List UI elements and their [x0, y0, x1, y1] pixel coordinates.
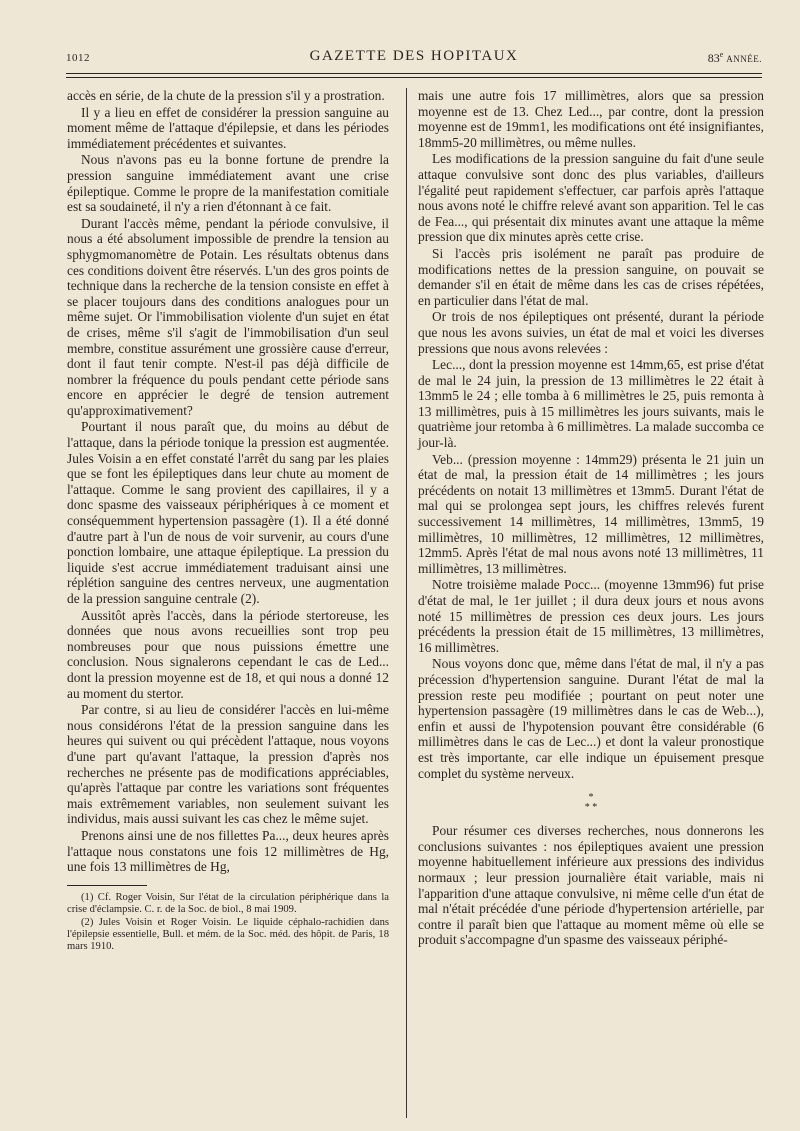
paragraph: Nous voyons donc que, même dans l'état de mal, il n'y a pas précession d'hypertension sanguine. Durant l'état de mal la pression reste peu modifiée ; pourtant on peut noter une hypertension passagère (19 millimètres dans le cas de Web...), enfin et aussi de l'hypotension pouvant être considérable (6 millimètres dans le cas de Lec...) et dont la valeur pronostique est très importante, car elle indique un épuisement presque complet du système nerveux. [418, 656, 764, 781]
paragraph: Par contre, si au lieu de considérer l'accès en lui-même nous considérons l'état de la pression sanguine dans les heures qui suivent ou qui précèdent l'attaque, nous voyons d'une part qu'avant l'attaque, la pression d'après nos recherches ne présente pas de modifications appréciables, qu'après l'attaque par contre les variations sont fréquentes mais extrêmement variables, non seulement suivant les individus, mais aussi suivant les cas chez le même sujet. [67, 702, 389, 827]
paragraph: Si l'accès pris isolément ne paraît pas produire de modifications nettes de la pression sanguine, on pouvait se demander s'il en était de même dans les cas de crises répétées, en particulier dans l'état de mal. [418, 245, 764, 308]
left-column [67, 88, 389, 954]
footnote-2: (2) Jules Voisin et Roger Voisin. Le liquide céphalo-rachidien dans l'épilepsie essentielle, Bull. et mém. de la Soc. méd. des hôpit. de Paris, 18 mars 1910. [67, 916, 389, 953]
header-rule-thin [66, 77, 762, 78]
paragraph: Durant l'accès même, pendant la période convulsive, il nous a été absolument impossible de prendre la tension au sphygmomanomètre de Potain. Les résultats obtenus dans ces conditions doivent être réservés. L'un des gros points de technique dans la recherche de la tension consiste en effet à se placer toujours dans des conditions analogues pour un même sujet. Or l'immobilisation violente d'un sujet en état de crises, même s'il s'agit de l'immobilisation d'un seul membre, constitue assurément une grossière cause d'erreur, dont il faut tenir compte. N'est-il pas déjà difficile de nombrer la fréquence du pouls pendant cette période sans encore en apprécier le degré de tension autrement qu'approximativement? [67, 215, 389, 418]
section-separator: * * * [584, 792, 598, 814]
footnote-1: (1) Cf. Roger Voisin, Sur l'état de la circulation périphérique dans la crise d'éclampsie. C. r. de la Soc. de biol., 8 mai 1909. [67, 891, 389, 916]
paragraph: Les modifications de la pression sanguine du fait d'une seule attaque convulsive sont donc des plus variables, d'ailleurs l'égalité peut rapidement s'effectuer, car parfois après l'attaque nous avons noté le chiffre relevé avant son apparition. Tel le cas de Fea..., qui présentait dix minutes avant une attaque la même pression que dix minutes après cette crise. [418, 151, 764, 245]
journal-title: GAZETTE DES HOPITAUX [309, 48, 519, 64]
right-column [418, 88, 764, 949]
paragraph: Or trois de nos épileptiques ont présenté, durant la période que nous les avons suivies, un état de mal et voici les diverses pressions que nous avons relevées : [418, 309, 764, 356]
paragraph: Lec..., dont la pression moyenne est 14mm,65, est prise d'état de mal le 24 juin, la pression de 13 millimètres le 22 était à 13mm5 le 24 ; elle tomba à 6 millimètres le 25, puis remonta à 13 millimètres, puis à 15 millimètres les jours suivants, mais le quatrième jour retomba à 6 millimètres. La malade succomba ce jour-là. [418, 357, 764, 451]
journal-year: 83e ANNÉE. [707, 50, 762, 65]
paragraph: Pourtant il nous paraît que, du moins au début de l'attaque, dans la période tonique la pression est augmentée. Jules Voisin a en effet constaté l'arrêt du sang par les plaies que se font les épileptiques dans leur chute au moment de l'attaque. Comme le sang provient des capillaires, il y a donc spasme des vaisseaux périphériques à ce moment et conséquemment hypertension passagère (1). Il a été donné d'autre part à l'un de nous de voir survenir, au cours d'une ponction lombaire, une attaque épileptique. La pression du liquide s'est accrue immédiatement traduisant ainsi une réplétion sanguine des centres nerveux, une augmentation de la pression sanguine centrale (2). [67, 419, 389, 606]
paragraph: Il y a lieu en effet de considérer la pression sanguine au moment même de l'attaque d'épilepsie, et dans les périodes immédiatement précédentes et suivantes. [67, 104, 389, 151]
column-divider [406, 88, 407, 1118]
paragraph: Nous n'avons pas eu la bonne fortune de prendre la pression sanguine immédiatement avant une crise épileptique. Comme le propre de la manifestation comitiale est sa soudaineté, il n'y a rien d'étonnant à ce fait. [67, 152, 389, 215]
paragraph: Aussitôt après l'accès, dans la période stertoreuse, les données que nous avons recueillies sont trop peu nombreuses pour que nous puissions émettre une conclusion. Nous signalerons cependant le cas de Led... dont la pression moyenne est de 18, et qui nous a donné 12 au moment du stertor. [67, 607, 389, 701]
header-rule-thick [66, 73, 762, 74]
paragraph: Prenons ainsi une de nos fillettes Pa..., deux heures après l'attaque nous constatons une fois 12 millimètres de Hg, une fois 13 millimètres de Hg, [67, 827, 389, 875]
page-number: 1012 [66, 52, 90, 64]
paragraph: Veb... (pression moyenne : 14mm29) présenta le 21 juin un état de mal, la pression était de 14 millimètres ; les jours précédents on notait 13 millimètres et 13mm5. Durant l'état de mal qui se prolongea sept jours, les chiffres relevés furent successivement 14 millimètres, 14 millimètres, 13mm5, 19 millimètres, 10 millimètres, 12 millimètres, 12 millimètres, 12mm5. Après l'état de mal nous avons noté 13 millimètres, 11 millimètres, 13 millimètres. [418, 451, 764, 576]
paragraph: Pour résumer ces diverses recherches, nous donnerons les conclusions suivantes : nos épileptiques avaient une pression moyenne habituellement inférieure aux pressions des individus normaux ; leur pression journalière était variable, mais ni l'apparition d'une attaque convulsive, ni même celle d'un état de mal n'était précédée d'une période d'hypertension artérielle, par contre il paraît bien que l'attaque au moment même où elle se produit s'accompagne d'un spasme des vaisseaux périphé- [418, 823, 764, 948]
footnote-rule [67, 885, 147, 886]
paragraph: mais une autre fois 17 millimètres, alors que sa pression moyenne est de 13. Chez Led..., par contre, dont la pression moyenne est de 19mm1, les modifications ont été insignifiantes, 18mm5-20 millimètres, ou même nulles. [418, 88, 764, 150]
paragraph: Notre troisième malade Pocc... (moyenne 13mm96) fut prise d'état de mal, le 1er juillet ; il dura deux jours et nous avons noté 15 millimètres de pression ces deux jours. Les jours précédents la pression était de 15 millimètres, 13 millimètres, 16 millimètres. [418, 577, 764, 655]
paragraph: accès en série, de la chute de la pression s'il y a prostration. [67, 88, 385, 103]
running-header [66, 46, 762, 70]
